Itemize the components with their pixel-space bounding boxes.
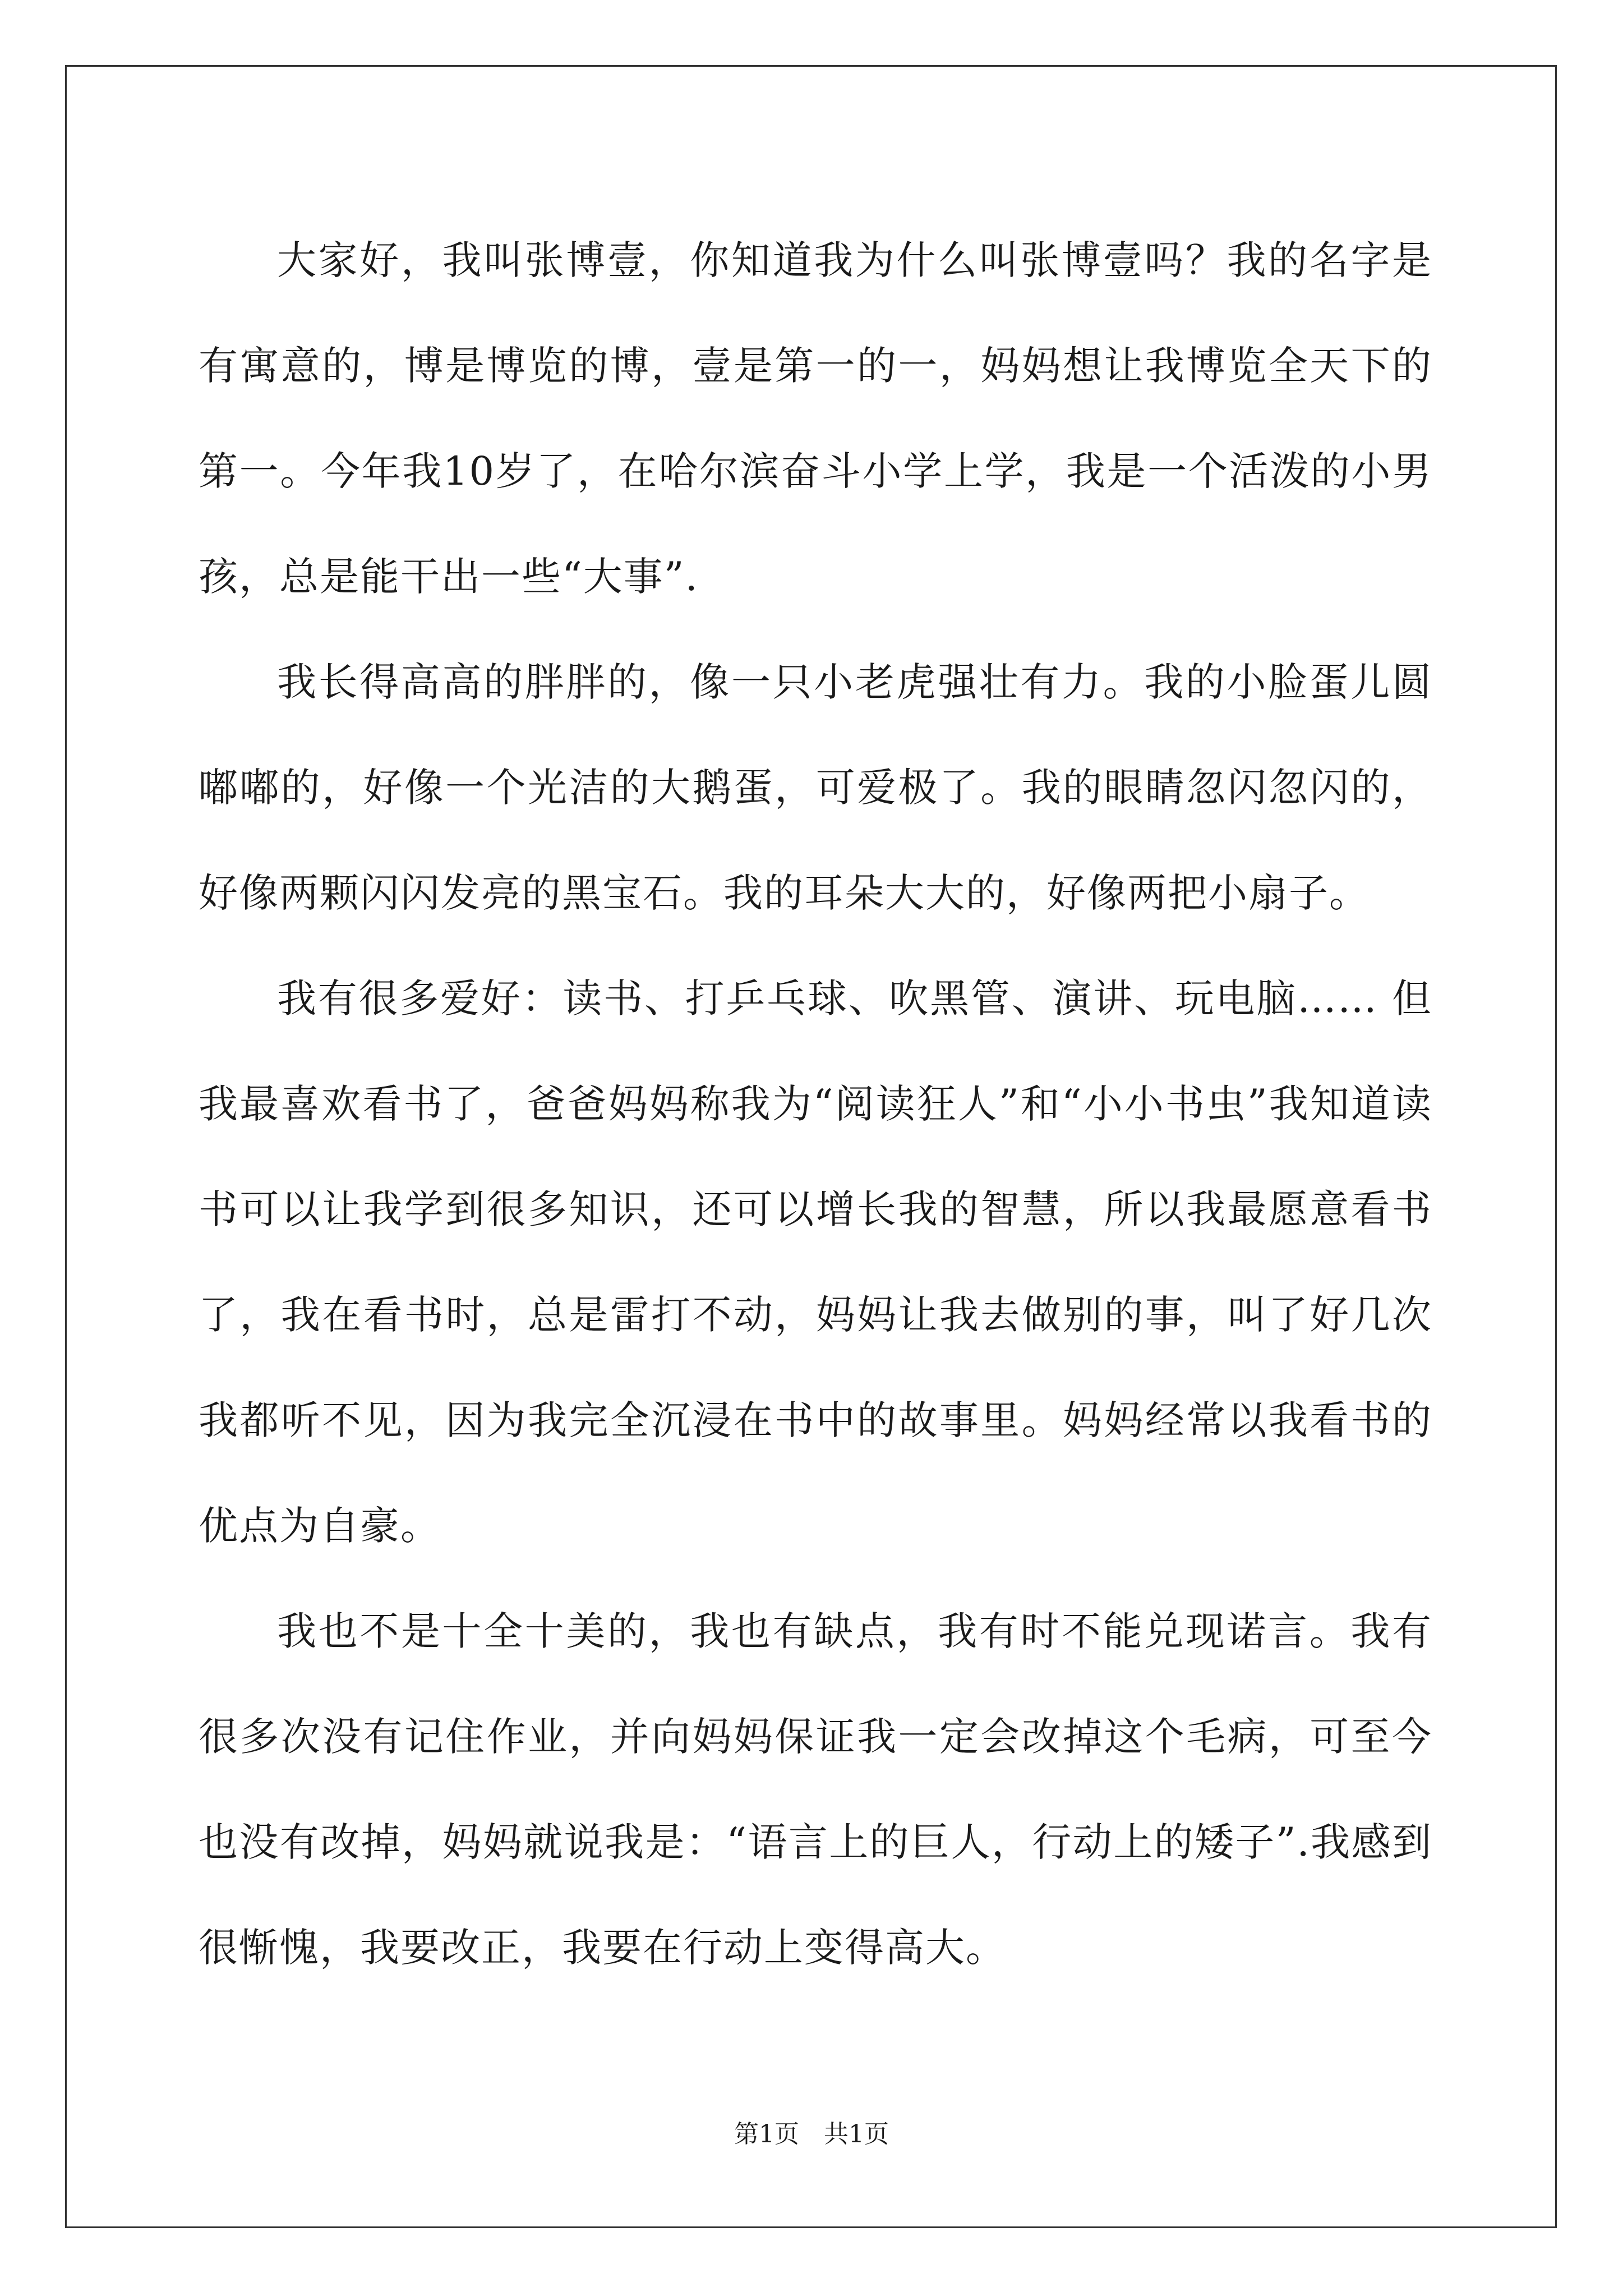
paragraph-3: 我有很多爱好：读书、打乒乓球、吹黑管、演讲、玩电脑…… 但我最喜欢看书了，爸爸妈妈称我为“阅读狂人”和“小小书虫”我知道读书可以让我学到很多知识，还可以增长我的智慧，所以我最愿意看书了，我在看书时，总是雷打不动，妈妈让我去做别的事，叫了好几次我都听不见，因为我完全沉浸在书中的故事里。妈妈经常以我看书的优点为自豪。: [199, 976, 1432, 1549]
document-body: [199, 208, 1432, 2000]
page-footer: 第1页 共1页: [734, 2120, 889, 2148]
paragraph-2: 我长得高高的胖胖的，像一只小老虎强壮有力。我的小脸蛋儿圆嘟嘟的，好像一个光洁的大鹅蛋，可爱极了。我的眼睛忽闪忽闪的，好像两颗闪闪发亮的黑宝石。我的耳朵大大的，好像两把小扇子。: [199, 659, 1432, 916]
paragraph-4: 我也不是十全十美的，我也有缺点，我有时不能兑现诺言。我有很多次没有记住作业，并向妈妈保证我一定会改掉这个毛病，可至今也没有改掉，妈妈就说我是：“语言上的巨人，行动上的矮子”.我感到很惭愧，我要改正，我要在行动上变得高大。: [199, 1608, 1432, 1971]
paragraph-1: 大家好，我叫张博壹，你知道我为什么叫张博壹吗？我的名字是有寓意的，博是博览的博，壹是第一的一，妈妈想让我博览全天下的第一。今年我10岁了，在哈尔滨奋斗小学上学，我是一个活泼的小男孩，总是能干出一些“大事”.: [199, 237, 1432, 600]
